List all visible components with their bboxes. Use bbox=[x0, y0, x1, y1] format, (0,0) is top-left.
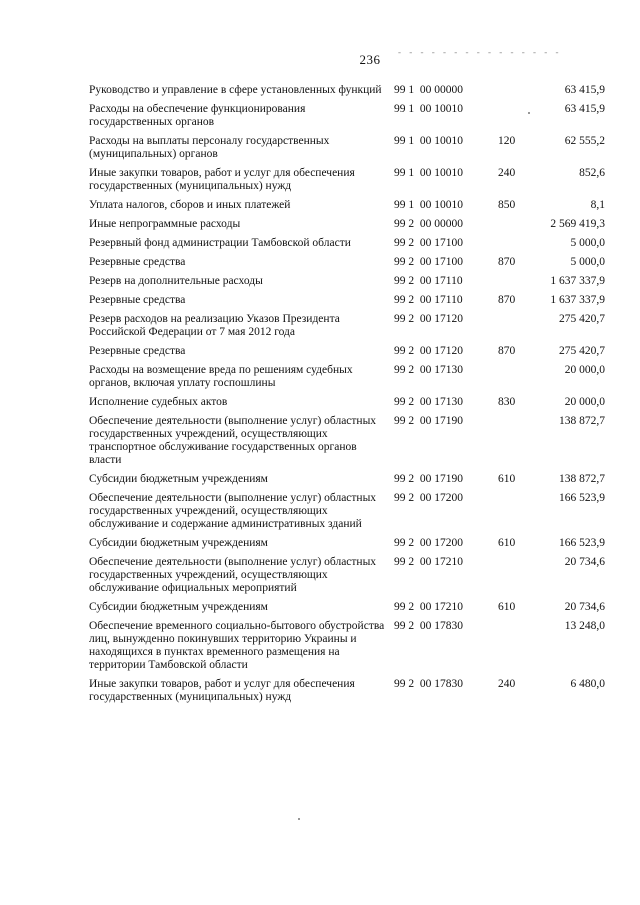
row-name: Уплата налогов, сборов и иных платежей bbox=[89, 199, 291, 211]
row-expense-type bbox=[498, 415, 532, 467]
row-name: Субсидии бюджетным учреждениям bbox=[89, 601, 268, 613]
row-name: Расходы на возмещение вреда по решениям судебных органов, включая уплату госпошлины bbox=[89, 364, 353, 389]
row-code: 99 2 00 17120 bbox=[394, 313, 463, 325]
row-code: 99 2 00 17830 bbox=[394, 620, 463, 632]
table-row bbox=[89, 167, 609, 199]
row-expense-type: 610 bbox=[498, 601, 516, 613]
row-amount: 166 523,9 bbox=[559, 492, 605, 504]
row-expense-type bbox=[498, 218, 532, 231]
row-name: Обеспечение временного социально-бытового обустройства лиц, вынужденно покинувших территорию Украины и находящихся в пунктах временного размещения на территории Тамбовской области bbox=[89, 620, 385, 671]
row-expense-type bbox=[498, 237, 532, 250]
row-expense-type: 120 bbox=[498, 135, 516, 147]
row-expense-type: 830 bbox=[498, 396, 516, 408]
row-expense-type bbox=[498, 620, 532, 672]
row-amount: 1 637 337,9 bbox=[550, 275, 605, 287]
row-name: Резервный фонд администрации Тамбовской области bbox=[89, 237, 351, 249]
row-name: Резервные средства bbox=[89, 294, 186, 306]
table-row bbox=[89, 537, 609, 556]
row-expense-type bbox=[498, 313, 532, 339]
row-amount: 275 420,7 bbox=[559, 313, 605, 325]
table-row bbox=[89, 601, 609, 620]
row-expense-type: 610 bbox=[498, 537, 516, 549]
table-row bbox=[89, 103, 609, 135]
row-name: Резерв расходов на реализацию Указов Президента Российской Федерации от 7 мая 2012 года bbox=[89, 313, 340, 338]
table-row bbox=[89, 294, 609, 313]
row-expense-type: 240 bbox=[498, 678, 516, 690]
row-name: Расходы на обеспечение функционирования государственных органов bbox=[89, 103, 306, 128]
row-amount: 13 248,0 bbox=[564, 620, 605, 632]
row-name: Исполнение судебных актов bbox=[89, 396, 228, 408]
row-code: 99 1 00 10010 bbox=[394, 135, 463, 147]
row-code: 99 2 00 17100 bbox=[394, 237, 463, 249]
table-row bbox=[89, 678, 609, 710]
page-number: 236 bbox=[359, 52, 381, 67]
row-expense-type bbox=[498, 275, 532, 288]
row-name: Резервные средства bbox=[89, 345, 186, 357]
row-amount: 5 000,0 bbox=[570, 237, 605, 249]
row-amount: 2 569 419,3 bbox=[550, 218, 605, 230]
row-code: 99 2 00 17120 bbox=[394, 345, 463, 357]
row-expense-type bbox=[498, 84, 532, 97]
row-amount: 1 637 337,9 bbox=[550, 294, 605, 306]
row-amount: 138 872,7 bbox=[559, 415, 605, 427]
row-code: 99 2 00 17100 bbox=[394, 256, 463, 268]
row-expense-type: 870 bbox=[498, 294, 516, 306]
table-row bbox=[89, 84, 609, 103]
row-code: 99 2 00 17210 bbox=[394, 556, 463, 568]
row-name: Иные непрограммные расходы bbox=[89, 218, 241, 230]
scan-speck bbox=[528, 112, 530, 114]
row-name: Резерв на дополнительные расходы bbox=[89, 275, 263, 287]
row-expense-type: 870 bbox=[498, 256, 516, 268]
table-row bbox=[89, 218, 609, 237]
row-expense-type: 850 bbox=[498, 199, 516, 211]
row-amount: 20 734,6 bbox=[564, 556, 605, 568]
row-name: Руководство и управление в сфере установленных функций bbox=[89, 84, 382, 96]
row-amount: 20 734,6 bbox=[564, 601, 605, 613]
row-code: 99 2 00 17210 bbox=[394, 601, 463, 613]
row-code: 99 1 00 00000 bbox=[394, 84, 463, 96]
row-amount: 20 000,0 bbox=[564, 396, 605, 408]
row-name: Резервные средства bbox=[89, 256, 186, 268]
budget-table bbox=[89, 84, 609, 710]
row-expense-type: 240 bbox=[498, 167, 516, 179]
row-name: Обеспечение деятельности (выполнение услуг) областных государственных учреждений, осуществляющих транспортное обслуживание государственных органов власти bbox=[89, 415, 377, 466]
row-amount: 166 523,9 bbox=[559, 537, 605, 549]
row-code: 99 2 00 17190 bbox=[394, 473, 463, 485]
row-expense-type: 870 bbox=[498, 345, 516, 357]
row-amount: 852,6 bbox=[579, 167, 605, 179]
row-amount: 62 555,2 bbox=[564, 135, 605, 147]
row-amount: 6 480,0 bbox=[570, 678, 605, 690]
row-code: 99 2 00 17110 bbox=[394, 275, 463, 287]
row-expense-type bbox=[498, 103, 532, 129]
table-row bbox=[89, 345, 609, 364]
row-expense-type bbox=[498, 492, 532, 531]
row-code: 99 2 00 00000 bbox=[394, 218, 463, 230]
row-code: 99 2 00 17130 bbox=[394, 396, 463, 408]
row-name: Расходы на выплаты персоналу государственных (муниципальных) органов bbox=[89, 135, 330, 160]
row-amount: 8,1 bbox=[590, 199, 605, 211]
scan-speck bbox=[298, 818, 300, 820]
row-code: 99 2 00 17200 bbox=[394, 537, 463, 549]
row-amount: 5 000,0 bbox=[570, 256, 605, 268]
row-expense-type bbox=[498, 556, 532, 595]
row-code: 99 2 00 17200 bbox=[394, 492, 463, 504]
row-amount: 63 415,9 bbox=[564, 84, 605, 96]
row-code: 99 2 00 17830 bbox=[394, 678, 463, 690]
row-name: Субсидии бюджетным учреждениям bbox=[89, 473, 268, 485]
table-row bbox=[89, 492, 609, 537]
table-row bbox=[89, 237, 609, 256]
row-code: 99 2 00 17190 bbox=[394, 415, 463, 427]
scan-artifact-marks: - - - - - - - - - - - - - - - bbox=[398, 47, 562, 57]
row-amount: 20 000,0 bbox=[564, 364, 605, 376]
row-amount: 275 420,7 bbox=[559, 345, 605, 357]
table-row bbox=[89, 620, 609, 678]
table-row bbox=[89, 415, 609, 473]
table-row bbox=[89, 199, 609, 218]
row-expense-type: 610 bbox=[498, 473, 516, 485]
row-code: 99 2 00 17130 bbox=[394, 364, 463, 376]
table-row bbox=[89, 556, 609, 601]
table-row bbox=[89, 135, 609, 167]
row-name: Обеспечение деятельности (выполнение услуг) областных государственных учреждений, осуществляющих обслуживание и содержание административных зданий bbox=[89, 492, 377, 530]
row-code: 99 1 00 10010 bbox=[394, 167, 463, 179]
table-row bbox=[89, 256, 609, 275]
row-expense-type bbox=[498, 364, 532, 390]
table-row bbox=[89, 473, 609, 492]
row-amount: 138 872,7 bbox=[559, 473, 605, 485]
row-amount: 63 415,9 bbox=[564, 103, 605, 115]
table-row bbox=[89, 364, 609, 396]
row-name: Иные закупки товаров, работ и услуг для обеспечения государственных (муниципальных) нужд bbox=[89, 167, 355, 192]
row-name: Иные закупки товаров, работ и услуг для обеспечения государственных (муниципальных) нужд bbox=[89, 678, 355, 703]
table-row bbox=[89, 313, 609, 345]
table-row bbox=[89, 396, 609, 415]
table-row bbox=[89, 275, 609, 294]
row-code: 99 1 00 10010 bbox=[394, 103, 463, 115]
row-code: 99 2 00 17110 bbox=[394, 294, 463, 306]
row-code: 99 1 00 10010 bbox=[394, 199, 463, 211]
row-name: Обеспечение деятельности (выполнение услуг) областных государственных учреждений, осуществляющих обслуживание официальных мероприятий bbox=[89, 556, 377, 594]
row-name: Субсидии бюджетным учреждениям bbox=[89, 537, 268, 549]
